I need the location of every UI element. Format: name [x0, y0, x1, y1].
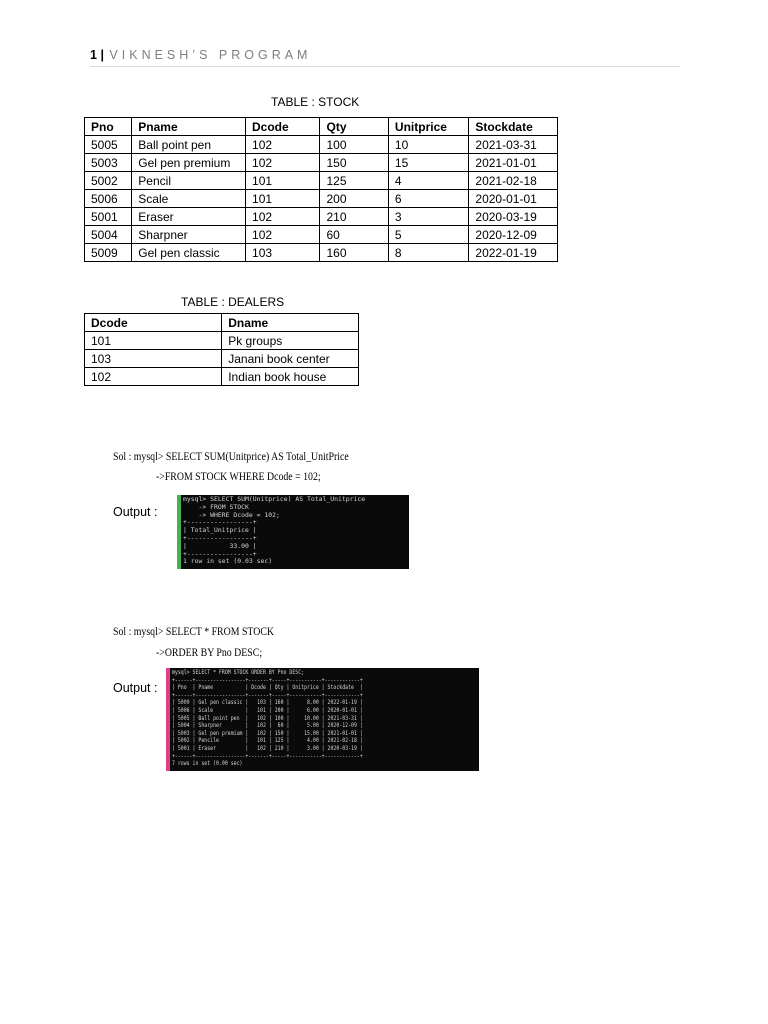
stock-table-row — [85, 136, 558, 154]
page-header — [90, 48, 680, 67]
stock-table-cell: 2021-02-18 — [469, 172, 558, 190]
stock-table-cell: 5004 — [85, 226, 132, 244]
stock-table-cell: 60 — [320, 226, 388, 244]
stock-table-row — [85, 172, 558, 190]
stock-table-row — [85, 244, 558, 262]
header-separator: | — [100, 48, 104, 62]
dealers-table-row — [85, 368, 359, 386]
query2-line1: Sol : mysql> SELECT * FROM STOCK — [113, 624, 275, 638]
stock-table-cell: 160 — [320, 244, 388, 262]
stock-table-header-row — [85, 118, 558, 136]
stock-table-cell: Scale — [132, 190, 246, 208]
dealers-table-cell: Janani book center — [222, 350, 359, 368]
stock-table-cell: 125 — [320, 172, 388, 190]
stock-table-cell: 5005 — [85, 136, 132, 154]
stock-table-cell: Gel pen classic — [132, 244, 246, 262]
query1-output-label: Output : — [113, 505, 158, 519]
dealers-table-row — [85, 332, 359, 350]
stock-table-cell: 150 — [320, 154, 388, 172]
stock-table-cell: 2021-03-31 — [469, 136, 558, 154]
stock-table-cell: 102 — [246, 226, 320, 244]
header-title: VIKNESH’S PROGRAM — [109, 48, 312, 62]
dealers-table-cell: Indian book house — [222, 368, 359, 386]
query2-terminal-output: mysql> SELECT * FROM STOCK ORDER BY Pno DESC; +------+-----------------+-------+-----+-----------+------------+ | Pno | Pname | Dcode | Qty | Unitprice | Stockdate | +------+-----------------+-------+-----+-----------+------------+ | 5009 | Gel pen classic | 103 | 160 | 8.00 | 2022-01-19 | | 5006 | Scale | 101 | 200 | 6.00 | 2020-01-01 | | 5005 | Ball point pen | 102 | 100 | 10.00 | 2021-03-31 | | 5004 | Sharpner | 102 | 60 | 5.00 | 2020-12-09 | | 5003 | Gel pen premium | 102 | 150 | 15.00 | 2021-01-01 | | 5002 | Pencile | 101 | 125 | 4.00 | 2021-02-18 | | 5001 | Eraser | 102 | 210 | 3.00 | 2020-03-19 | +------+-----------------+-------+-----+-----------+------------+ 7 rows in set (0.00 sec) — [172, 668, 363, 768]
stock-table-cell: 102 — [246, 154, 320, 172]
stock-table-cell: Gel pen premium — [132, 154, 246, 172]
stock-table-cell: 100 — [320, 136, 388, 154]
dealers-table-row — [85, 350, 359, 368]
stock-table-cell: 4 — [388, 172, 469, 190]
stock-table-cell: Pencil — [132, 172, 246, 190]
stock-table-cell: 200 — [320, 190, 388, 208]
query2-terminal-screenshot — [166, 668, 479, 771]
query2-line2: ->ORDER BY Pno DESC; — [156, 645, 263, 659]
stock-table-cell: 102 — [246, 208, 320, 226]
stock-table-cell: 5001 — [85, 208, 132, 226]
query1-terminal-output: mysql> SELECT SUM(Unitprice) AS Total_Unitprice -> FROM STOCK -> WHERE Dcode = 102; +-----------------+ | Total_Unitprice | +-----------------+ | 33.00 | +-----------------+ 1 row in set (0.03 sec) — [183, 495, 366, 566]
terminal-edge-bar — [166, 668, 170, 771]
stock-table-header-cell: Stockdate — [469, 118, 558, 136]
terminal-edge-bar — [177, 495, 181, 569]
stock-table — [84, 117, 558, 262]
stock-table-header-cell: Pno — [85, 118, 132, 136]
dealers-table-header-cell: Dcode — [85, 314, 222, 332]
stock-table-cell: 103 — [246, 244, 320, 262]
stock-table-cell: 5009 — [85, 244, 132, 262]
dealers-table-cell: Pk groups — [222, 332, 359, 350]
stock-table-row — [85, 190, 558, 208]
stock-table-cell: 5006 — [85, 190, 132, 208]
query1-line2: ->FROM STOCK WHERE Dcode = 102; — [156, 469, 321, 483]
stock-table-cell: 8 — [388, 244, 469, 262]
stock-table-cell: Eraser — [132, 208, 246, 226]
stock-table-cell: 210 — [320, 208, 388, 226]
stock-table-cell: 3 — [388, 208, 469, 226]
stock-table-row — [85, 208, 558, 226]
stock-table-header-cell: Pname — [132, 118, 246, 136]
stock-table-cell: Ball point pen — [132, 136, 246, 154]
stock-table-cell: 101 — [246, 172, 320, 190]
query1-terminal-screenshot — [177, 495, 409, 569]
dealers-table — [84, 313, 359, 386]
dealers-table-cell: 102 — [85, 368, 222, 386]
stock-table-header-cell: Dcode — [246, 118, 320, 136]
dealers-table-cell: 101 — [85, 332, 222, 350]
stock-table-cell: 10 — [388, 136, 469, 154]
stock-table-cell: 15 — [388, 154, 469, 172]
stock-table-cell: 5 — [388, 226, 469, 244]
stock-table-cell: 6 — [388, 190, 469, 208]
query1-line1: Sol : mysql> SELECT SUM(Unitprice) AS Total_UnitPrice — [113, 449, 349, 463]
dealers-table-header-row — [85, 314, 359, 332]
stock-table-header-cell: Qty — [320, 118, 388, 136]
stock-table-row — [85, 154, 558, 172]
stock-table-cell: 2020-03-19 — [469, 208, 558, 226]
dealers-table-header-cell: Dname — [222, 314, 359, 332]
query2-output-label: Output : — [113, 681, 158, 695]
dealers-table-cell: 103 — [85, 350, 222, 368]
stock-table-cell: 5002 — [85, 172, 132, 190]
stock-table-cell: 102 — [246, 136, 320, 154]
stock-table-caption: TABLE : STOCK — [271, 95, 360, 109]
stock-table-cell: 2022-01-19 — [469, 244, 558, 262]
stock-table-header-cell: Unitprice — [388, 118, 469, 136]
stock-table-cell: 2021-01-01 — [469, 154, 558, 172]
stock-table-cell: 101 — [246, 190, 320, 208]
dealers-table-caption: TABLE : DEALERS — [181, 295, 285, 309]
stock-table-cell: Sharpner — [132, 226, 246, 244]
stock-table-row — [85, 226, 558, 244]
page-number: 1 — [90, 48, 97, 62]
stock-table-cell: 2020-01-01 — [469, 190, 558, 208]
stock-table-cell: 5003 — [85, 154, 132, 172]
stock-table-cell: 2020-12-09 — [469, 226, 558, 244]
